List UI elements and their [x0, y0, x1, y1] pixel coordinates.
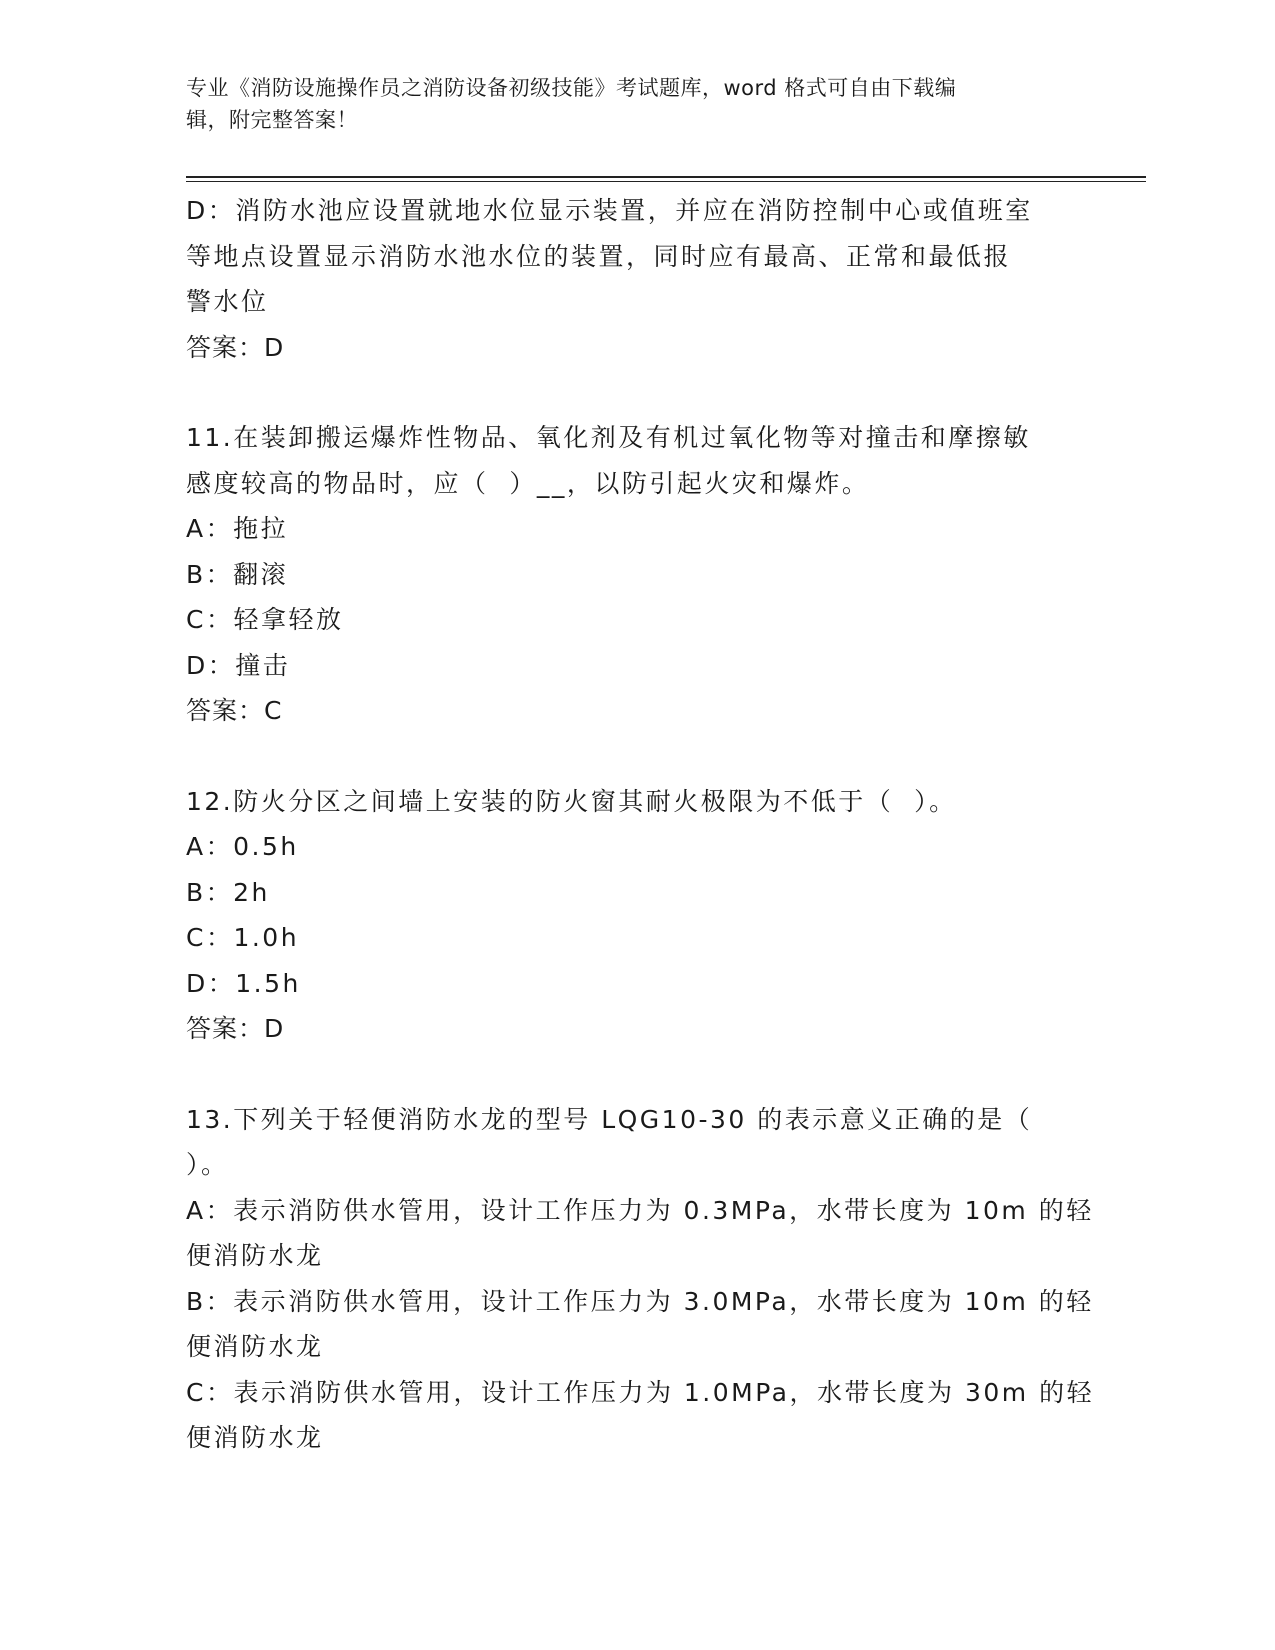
option-d-line: 警水位 [186, 287, 269, 316]
header-line-1: 专业《消防设施操作员之消防设备初级技能》考试题库，word 格式可自由下载编 [186, 76, 957, 100]
question-stem-line: ）。 [186, 1150, 229, 1179]
option-c: C：轻拿轻放 [186, 605, 344, 634]
answer-line: 答案：D [186, 332, 285, 362]
option-d: D：撞击 [186, 650, 291, 680]
question-stem-line: 13.下列关于轻便消防水龙的型号 LQG10-30 的表示意义正确的是（ [186, 1104, 1033, 1134]
option-b: B：翻滚 [186, 559, 289, 589]
option-d: D：1.5h [186, 968, 301, 998]
option-a: A：拖拉 [186, 514, 289, 543]
option-a: A：0.5h [186, 832, 299, 861]
question-11 [186, 415, 1106, 734]
option-d-line: D：消防水池应设置就地水位显示装置，并应在消防控制中心或值班室 [186, 196, 1033, 225]
header-divider-thick [186, 176, 1146, 178]
document-header [186, 72, 1066, 136]
option-c-line: C：表示消防供水管用，设计工作压力为 1.0MPa，水带长度为 30m 的轻 [186, 1377, 1095, 1407]
option-b-line: 便消防水龙 [186, 1332, 324, 1361]
spacer [186, 370, 1106, 415]
spacer [186, 734, 1106, 779]
answer-line: 答案：D [186, 1014, 285, 1043]
answer-line: 答案：C [186, 696, 283, 725]
header-line-2: 辑，附完整答案！ [186, 108, 358, 132]
question-stem-line: 12.防火分区之间墙上安装的防火窗其耐火极限为不低于（ ）。 [186, 786, 957, 816]
document-body [186, 188, 1106, 1461]
option-a-line: A：表示消防供水管用，设计工作压力为 0.3MPa，水带长度为 10m 的轻 [186, 1195, 1094, 1225]
spacer [186, 1052, 1106, 1097]
question-stem-line: 11.在装卸搬运爆炸性物品、氧化剂及有机过氧化物等对撞击和摩擦敏 [186, 423, 1031, 452]
question-10-tail [186, 188, 1106, 370]
option-a-line: 便消防水龙 [186, 1241, 324, 1270]
option-b-line: B：表示消防供水管用，设计工作压力为 3.0MPa，水带长度为 10m 的轻 [186, 1286, 1094, 1316]
option-b: B：2h [186, 877, 270, 907]
option-c-line: 便消防水龙 [186, 1423, 324, 1452]
question-13 [186, 1097, 1106, 1461]
question-12 [186, 779, 1106, 1052]
option-d-line: 等地点设置显示消防水池水位的装置，同时应有最高、正常和最低报 [186, 241, 1012, 271]
option-c: C：1.0h [186, 923, 300, 952]
question-stem-line: 感度较高的物品时，应（ ）__，以防引起火灾和爆炸。 [186, 468, 870, 498]
header-divider-thin [186, 181, 1146, 182]
